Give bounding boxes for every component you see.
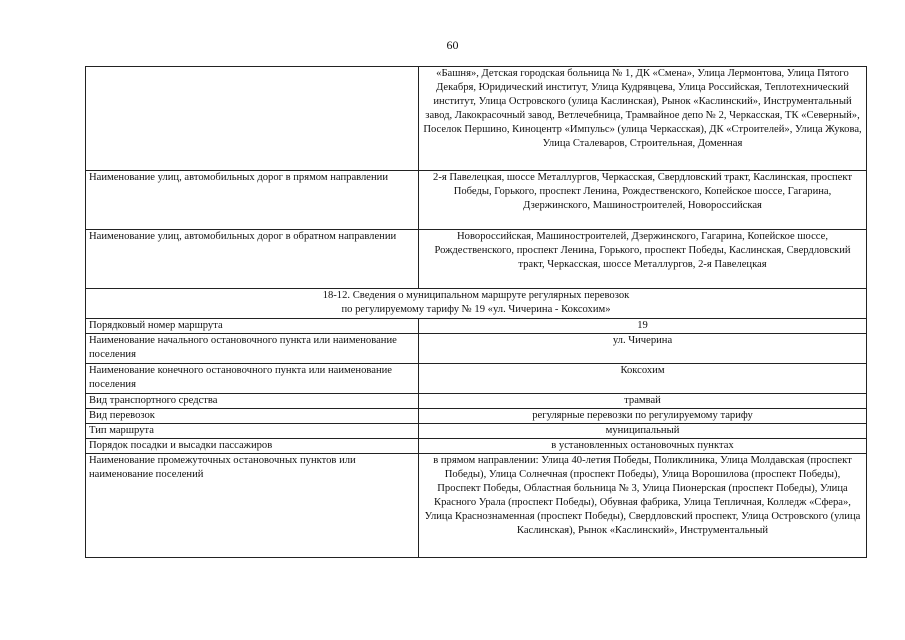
row-value: 19	[419, 319, 867, 334]
table-row	[86, 230, 867, 289]
row-label: Наименование улиц, автомобильных дорог в обратном направлении	[86, 230, 419, 289]
row-value: муниципальный	[419, 424, 867, 439]
row-value: регулярные перевозки по регулируемому тарифу	[419, 409, 867, 424]
section-heading-row	[86, 289, 867, 319]
section-heading-line-2: по регулируемому тарифу № 19 «ул. Чичерина - Коксохим»	[341, 304, 611, 315]
row-label: Порядок посадки и высадки пассажиров	[86, 439, 419, 454]
row-label: Наименование промежуточных остановочных пунктов или наименование поселений	[86, 454, 419, 558]
row-label: Вид транспортного средства	[86, 394, 419, 409]
table-row	[86, 171, 867, 230]
row-label: Наименование улиц, автомобильных дорог в прямом направлении	[86, 171, 419, 230]
table-row	[86, 334, 867, 364]
table-row	[86, 364, 867, 394]
row-value: Коксохим	[419, 364, 867, 394]
section-heading	[86, 289, 867, 319]
route-info-table	[85, 66, 867, 558]
table-row	[86, 439, 867, 454]
row-label: Тип маршрута	[86, 424, 419, 439]
row-value: 2-я Павелецкая, шоссе Металлургов, Черкасская, Свердловский тракт, Каслинская, проспект Победы, Горького, проспект Ленина, Рождественского, Копейское шоссе, Гагарина, Дзержинского, Машиностроителей, Новороссийская	[419, 171, 867, 230]
row-label: Вид перевозок	[86, 409, 419, 424]
row-value: ул. Чичерина	[419, 334, 867, 364]
row-label: Порядковый номер маршрута	[86, 319, 419, 334]
row-label: Наименование конечного остановочного пункта или наименование поселения	[86, 364, 419, 394]
row-label: Наименование начального остановочного пункта или наименование поселения	[86, 334, 419, 364]
table-row	[86, 424, 867, 439]
table-row	[86, 394, 867, 409]
section-heading-line-1: 18-12. Сведения о муниципальном маршруте регулярных перевозок	[322, 290, 630, 301]
intermediate-stops: в прямом направлении: Улица 40-летия Победы, Поликлиника, Улица Молдавская (проспект Победы), Улица Солнечная (проспект Победы), Улица Ворошилова (проспект Победы), Проспект Победы, Областная больница № 3, Улица Пионерская (проспект Победы), Улица Красного Урала (проспект Победы), Обувная фабрика, Улица Тепличная, Колледж «Сфера», Улица Краснознаменная (проспект Победы), Свердловский проспект, Улица Островского (улица Каслинская), Рынок «Каслинский», Инструментальный	[419, 454, 867, 558]
table-row	[86, 67, 867, 171]
row-value: Новороссийская, Машиностроителей, Дзержинского, Гагарина, Копейское шоссе, Рождественского, проспект Ленина, Горького, проспект Победы, Каслинская, Свердловский тракт, Черкасская, шоссе Металлургов, 2-я Павелецкая	[419, 230, 867, 289]
page-number: 60	[446, 38, 459, 52]
row-label	[86, 67, 419, 171]
row-value: в установленных остановочных пунктах	[419, 439, 867, 454]
table-row	[86, 319, 867, 334]
table-row	[86, 454, 867, 558]
table-row	[86, 409, 867, 424]
intermediate-stops-continued: «Башня», Детская городская больница № 1, ДК «Смена», Улица Лермонтова, Улица Пятого Декабря, Юридический институт, Улица Кудрявцева, Улица Российская, Теплотехнический институт, Улица Островского (улица Каслинская), Рынок «Каслинский», Инструментальный завод, Лакокрасочный завод, Ветлечебница, Трамвайное депо № 2, Черкасская, ТК «Северный», Поселок Першино, Киноцентр «Импульс» (улица Черкасская), ДК «Строителей», Улица Жукова, Улица Сталеваров, Строительная, Доменная	[419, 67, 867, 171]
row-value: трамвай	[419, 394, 867, 409]
